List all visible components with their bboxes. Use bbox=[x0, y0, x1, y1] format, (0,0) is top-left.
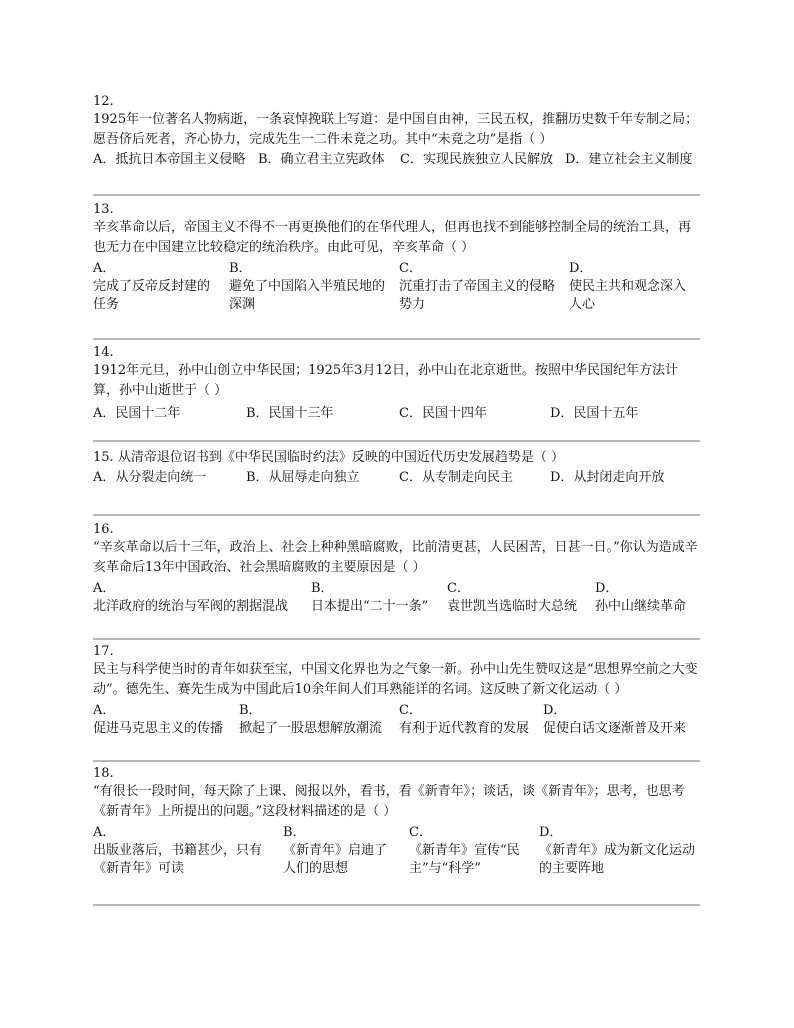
divider bbox=[93, 440, 700, 442]
question-stem: 1925年一位著名人物病逝，一条哀悼挽联上写道：是中国自由神，三民五权，推翻历史数千年专制之局；愿吾侪后死者，齐心协力，完成先生一二件未竟之功。其中“未竟之功”是指（ ） bbox=[93, 112, 699, 147]
option-letter: A． bbox=[93, 703, 116, 718]
option-text: 《新青年》成为新文化运动的主要阵地 bbox=[539, 843, 696, 876]
question-12 bbox=[93, 94, 700, 170]
options-row bbox=[93, 404, 700, 424]
divider bbox=[93, 514, 700, 516]
option-b[interactable] bbox=[229, 260, 387, 314]
option-d[interactable] bbox=[539, 824, 699, 878]
question-number: 17. bbox=[93, 644, 114, 659]
option-c[interactable] bbox=[447, 580, 595, 616]
question-18 bbox=[93, 766, 700, 878]
question-number: 12. bbox=[93, 94, 114, 109]
option-d[interactable] bbox=[543, 702, 700, 738]
option-text: 使民主共和观念深入人心 bbox=[569, 279, 687, 312]
option-letter: B． bbox=[283, 825, 306, 840]
option-d[interactable] bbox=[595, 580, 700, 616]
options-row bbox=[93, 468, 700, 488]
option-a[interactable] bbox=[93, 580, 311, 616]
options-grid bbox=[93, 580, 700, 616]
option-letter: A． bbox=[93, 581, 116, 596]
question-number: 16. bbox=[93, 522, 114, 537]
option-letter: C． bbox=[399, 703, 422, 718]
question-text: 从清帝退位诏书到《中华民国临时约法》反映的中国近代历史发展趋势是（ ） bbox=[117, 450, 564, 465]
option-text: 《新青年》宣传“民主”与“科学” bbox=[409, 843, 520, 876]
option-a[interactable]: A．从分裂走向统一 bbox=[93, 470, 207, 485]
option-text: 促使白话文逐渐普及开来 bbox=[543, 721, 687, 736]
option-letter: A． bbox=[93, 825, 116, 840]
option-letter: D． bbox=[543, 703, 567, 718]
divider bbox=[93, 760, 700, 762]
option-c[interactable] bbox=[399, 260, 557, 314]
option-letter: D． bbox=[595, 581, 619, 596]
question-16 bbox=[93, 522, 700, 616]
option-b[interactable]: B．民国十三年 bbox=[246, 406, 334, 421]
question-stem: “辛亥革命以后十三年，政治上、社会上种种黑暗腐败，比前清更甚，人民困苦，日甚一日。”你认为造成辛亥革命后13年中国政治、社会黑暗腐败的主要原因是（ ） bbox=[93, 540, 698, 575]
question-number: 14. bbox=[93, 345, 114, 360]
option-letter: D． bbox=[569, 261, 593, 276]
option-text: 出版业落后，书籍甚少，只有《新青年》可读 bbox=[93, 843, 263, 876]
question-stem: 辛亥革命以后，帝国主义不得不一再更换他们的在华代理人，但再也找不到能够控制全局的统治工具，再也无力在中国建立比较稳定的统治秩序。由此可见，辛亥革命（ ） bbox=[93, 220, 692, 255]
option-a[interactable] bbox=[93, 824, 269, 878]
question-17 bbox=[93, 644, 700, 738]
option-b[interactable]: B．从屈辱走向独立 bbox=[246, 470, 360, 485]
divider bbox=[93, 338, 700, 340]
option-a[interactable] bbox=[93, 260, 213, 314]
question-13 bbox=[93, 202, 700, 314]
divider bbox=[93, 194, 700, 196]
option-text: 避免了中国陷入半殖民地的深渊 bbox=[229, 279, 386, 312]
question-stem: 1912年元旦，孙中山创立中华民国；1925年3月12日，孙中山在北京逝世。按照中华民国纪年方法计算，孙中山逝世于（ ） bbox=[93, 363, 678, 398]
question-number: 18. bbox=[93, 766, 114, 781]
option-text: 完成了反帝反封建的任务 bbox=[93, 279, 211, 312]
question-14 bbox=[93, 345, 700, 424]
option-text: 促进马克思主义的传播 bbox=[93, 721, 224, 736]
option-b[interactable] bbox=[239, 702, 399, 738]
option-letter: C． bbox=[447, 581, 470, 596]
question-15 bbox=[93, 448, 700, 488]
option-text: 掀起了一股思想解放潮流 bbox=[239, 721, 383, 736]
option-c[interactable]: C．民国十四年 bbox=[399, 406, 487, 421]
option-b[interactable] bbox=[283, 824, 391, 878]
options-grid bbox=[93, 702, 700, 738]
option-d[interactable]: D．民国十五年 bbox=[550, 406, 639, 421]
option-letter: C． bbox=[399, 261, 422, 276]
option-letter: A． bbox=[93, 261, 116, 276]
option-letter: C． bbox=[409, 825, 432, 840]
option-b[interactable] bbox=[311, 580, 447, 616]
divider bbox=[93, 904, 700, 906]
option-letter: B． bbox=[311, 581, 334, 596]
option-c[interactable]: C．实现民族独立人民解放 bbox=[400, 152, 553, 167]
question-stem: 民主与科学使当时的青年如获至宝，中国文化界也为之气象一新。孙中山先生赞叹这是“思想界空前之大变动”。德先生、赛先生成为中国此后10余年间人们耳熟能详的名词。这反映了新文化运动（ ） bbox=[93, 662, 698, 697]
option-text: 《新青年》启迪了人们的思想 bbox=[283, 843, 388, 876]
divider bbox=[93, 638, 700, 640]
option-a[interactable]: A．民国十二年 bbox=[93, 406, 181, 421]
question-number: 15. bbox=[93, 450, 114, 465]
option-d[interactable]: D．建立社会主义制度 bbox=[565, 152, 693, 167]
option-text: 有利于近代教育的发展 bbox=[399, 721, 530, 736]
question-stem: “有很长一段时间，每天除了上课、阅报以外，看书，看《新青年》；谈话，谈《新青年》；思考，也思考《新青年》上所提出的问题。”这段材料描述的是（ ） bbox=[93, 784, 685, 819]
options-grid bbox=[93, 260, 700, 314]
option-letter: D． bbox=[539, 825, 563, 840]
option-text: 北洋政府的统治与军阀的割据混战 bbox=[93, 599, 289, 614]
question-number: 13. bbox=[93, 202, 114, 217]
option-b[interactable]: B．确立君主立宪政体 bbox=[258, 152, 385, 167]
option-c[interactable] bbox=[399, 702, 543, 738]
option-letter: B． bbox=[229, 261, 252, 276]
option-c[interactable]: C．从专制走向民主 bbox=[399, 470, 513, 485]
question-stem bbox=[93, 448, 700, 468]
option-letter: B． bbox=[239, 703, 262, 718]
option-c[interactable] bbox=[409, 824, 525, 878]
option-a[interactable]: A．抵抗日本帝国主义侵略 bbox=[93, 152, 246, 167]
option-text: 袁世凯当选临时大总统 bbox=[447, 599, 578, 614]
option-d[interactable]: D．从封闭走向开放 bbox=[550, 470, 665, 485]
options-grid bbox=[93, 824, 700, 878]
option-text: 孙中山继续革命 bbox=[595, 599, 687, 614]
option-d[interactable] bbox=[569, 260, 697, 314]
option-a[interactable] bbox=[93, 702, 239, 738]
option-text: 日本提出“二十一条” bbox=[311, 599, 429, 614]
options-row bbox=[93, 150, 700, 170]
option-text: 沉重打击了帝国主义的侵略势力 bbox=[399, 279, 556, 312]
